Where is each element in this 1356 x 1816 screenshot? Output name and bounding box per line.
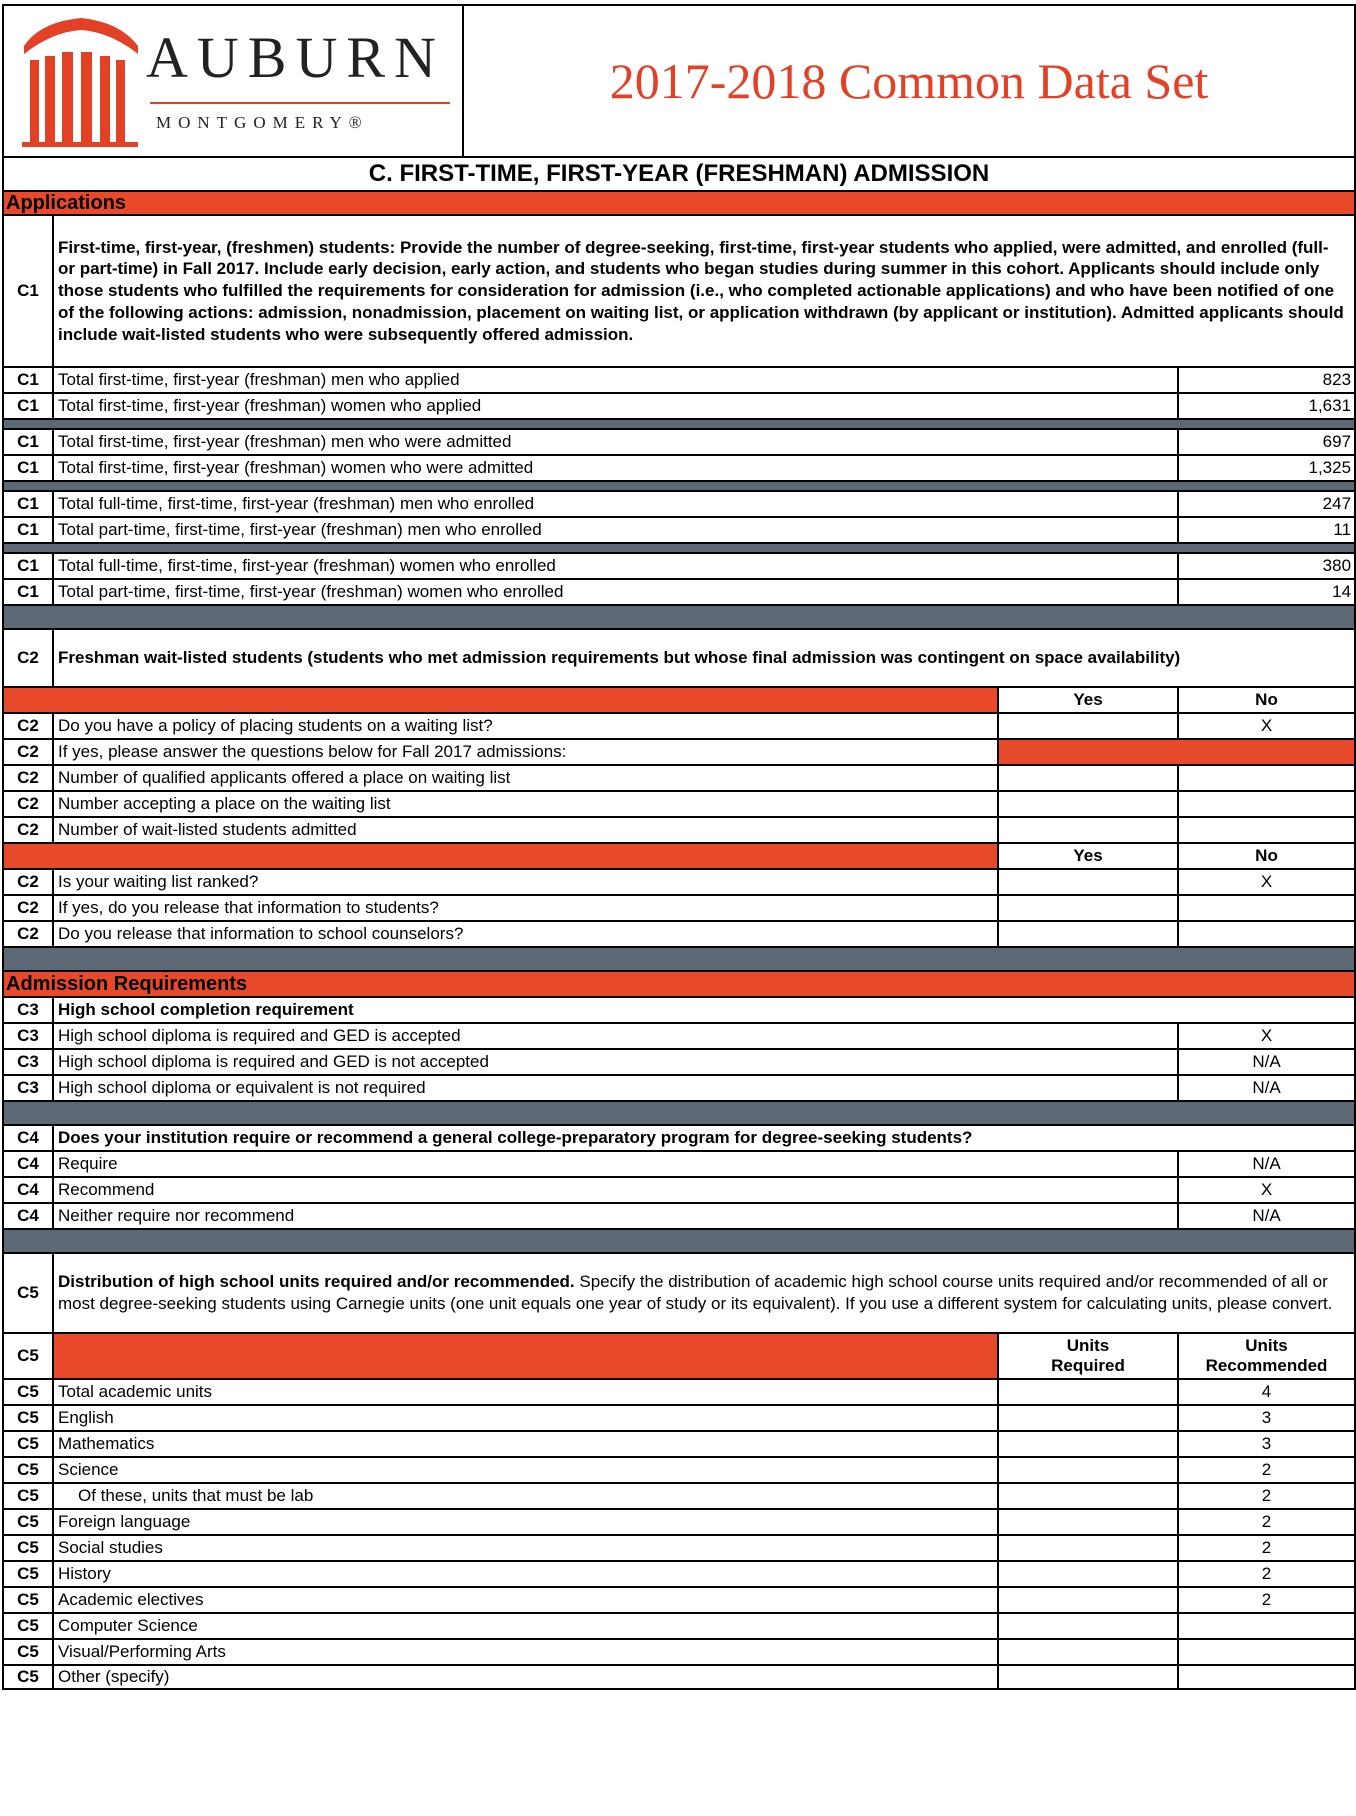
table-row <box>3 1431 1355 1457</box>
table-row <box>3 1023 1355 1049</box>
row-label: Mathematics <box>53 1431 998 1457</box>
table-row <box>3 579 1355 605</box>
c2-code: C2 <box>3 629 53 687</box>
row-label: Total full-time, first-time, first-year (freshman) men who enrolled <box>53 491 1178 517</box>
row-value: N/A <box>1178 1049 1355 1075</box>
row-label: Total full-time, first-time, first-year (freshman) women who enrolled <box>53 553 1178 579</box>
row-code: C1 <box>3 429 53 455</box>
row-value: N/A <box>1178 1151 1355 1177</box>
table-row <box>3 1151 1355 1177</box>
row-value: 14 <box>1178 579 1355 605</box>
row-yes <box>998 895 1178 921</box>
row-code: C5 <box>3 1587 53 1613</box>
row-code: C1 <box>3 393 53 419</box>
units-header-band <box>53 1333 998 1379</box>
row-yes <box>998 869 1178 895</box>
col-units-recommended-header <box>1178 1333 1355 1379</box>
row-label: Total first-time, first-year (freshman) women who applied <box>53 393 1178 419</box>
row-label: High school diploma is required and GED is accepted <box>53 1023 1178 1049</box>
table-row <box>3 1075 1355 1101</box>
c4-title: Does your institution require or recommend a general college-preparatory program for degree-seeking students? <box>53 1125 1355 1151</box>
row-label: Social studies <box>53 1535 998 1561</box>
row-label: Computer Science <box>53 1613 998 1639</box>
row-no <box>1178 895 1355 921</box>
row-label: Academic electives <box>53 1587 998 1613</box>
row-code: C4 <box>3 1151 53 1177</box>
table-row <box>3 517 1355 543</box>
row-value: 1,631 <box>1178 393 1355 419</box>
row-code: C2 <box>3 817 53 843</box>
row-label: Do you release that information to school counselors? <box>53 921 998 947</box>
row-label: Visual/Performing Arts <box>53 1639 998 1665</box>
c2-intro: Freshman wait-listed students (students who met admission requirements but whose final admission was contingent on space availability) <box>53 629 1355 687</box>
row-code: C3 <box>3 1023 53 1049</box>
units-recommended-line1: Units <box>1245 1335 1288 1355</box>
units-required-line2: Required <box>1051 1356 1125 1375</box>
row-label: Number of wait-listed students admitted <box>53 817 998 843</box>
table-row <box>3 393 1355 419</box>
row-label: High school diploma or equivalent is not required <box>53 1075 1178 1101</box>
table-row <box>3 765 1355 791</box>
col-no-header: No <box>1178 687 1355 713</box>
units-required-line1: Units <box>1066 1335 1110 1355</box>
row-no <box>1178 817 1355 843</box>
row-recommended: 3 <box>1178 1431 1355 1457</box>
admission-requirements-heading: Admission Requirements <box>3 971 1355 997</box>
row-label: Total part-time, first-time, first-year (freshman) women who enrolled <box>53 579 1178 605</box>
table-row <box>3 1177 1355 1203</box>
table-row <box>3 1049 1355 1075</box>
row-label: History <box>53 1561 998 1587</box>
table-row <box>3 895 1355 921</box>
row-code: C2 <box>3 765 53 791</box>
applications-heading: Applications <box>3 191 1355 215</box>
row-label: High school diploma is required and GED is not accepted <box>53 1049 1178 1075</box>
row-code: C5 <box>3 1665 53 1689</box>
row-recommended: 2 <box>1178 1561 1355 1587</box>
row-code: C5 <box>3 1613 53 1639</box>
auburn-montgomery-logo <box>4 6 462 156</box>
row-code: C1 <box>3 455 53 481</box>
c1-intro: First-time, first-year, (freshmen) students: Provide the number of degree-seeking, first-time, first-year students who applied, were admitted, and enrolled (full- or part-time) in Fall 2017. Include early decision, early action, and students who began studies during summer in this cohort. Applicants should include only those students who fulfilled the requirements for consideration for admission (i.e., who completed actionable applications) and who have been notified of one of the following actions: admission, nonadmission, placement on waiting list, or application withdrawn (by applicant or institution). Admitted applicants should include wait-listed students who were subsequently offered admission. <box>53 215 1355 367</box>
row-required <box>998 1587 1178 1613</box>
row-yes <box>998 817 1178 843</box>
c5-intro-bold: Distribution of high school units required and/or recommended. <box>58 1271 575 1291</box>
row-code: C5 <box>3 1509 53 1535</box>
row-code: C5 <box>3 1379 53 1405</box>
row-recommended: 2 <box>1178 1509 1355 1535</box>
row-label: If yes, please answer the questions below for Fall 2017 admissions: <box>53 739 998 765</box>
row-no: X <box>1178 869 1355 895</box>
table-row <box>3 713 1355 739</box>
table-row <box>3 491 1355 517</box>
row-value: X <box>1178 1023 1355 1049</box>
divider <box>3 1101 1355 1125</box>
row-recommended <box>1178 1665 1355 1689</box>
row-code: C5 <box>3 1483 53 1509</box>
c1-code: C1 <box>3 215 53 367</box>
row-label: Neither require nor recommend <box>53 1203 1178 1229</box>
table-row <box>3 1665 1355 1689</box>
row-required <box>998 1613 1178 1639</box>
table-row <box>3 429 1355 455</box>
row-value: 697 <box>1178 429 1355 455</box>
table-row <box>3 921 1355 947</box>
row-label: Do you have a policy of placing students on a waiting list? <box>53 713 998 739</box>
row-value: N/A <box>1178 1075 1355 1101</box>
row-code: C3 <box>3 1049 53 1075</box>
row-recommended: 3 <box>1178 1405 1355 1431</box>
logo-cell <box>3 5 463 157</box>
col-yes-header: Yes <box>998 843 1178 869</box>
c3-code: C3 <box>3 997 53 1023</box>
table-row <box>3 455 1355 481</box>
row-recommended <box>1178 1639 1355 1665</box>
row-value: N/A <box>1178 1203 1355 1229</box>
row-code: C2 <box>3 791 53 817</box>
table-row <box>3 553 1355 579</box>
row-code: C2 <box>3 869 53 895</box>
yes-no-header-band <box>3 843 998 869</box>
row-required <box>998 1379 1178 1405</box>
row-value: 380 <box>1178 553 1355 579</box>
columns-logo-icon <box>20 16 142 148</box>
table-row <box>3 1457 1355 1483</box>
row-required <box>998 1431 1178 1457</box>
row-label: Total first-time, first-year (freshman) men who were admitted <box>53 429 1178 455</box>
col-yes-header: Yes <box>998 687 1178 713</box>
row-code: C5 <box>3 1431 53 1457</box>
divider <box>3 1229 1355 1253</box>
divider <box>3 481 1355 491</box>
col-units-required-header <box>998 1333 1178 1379</box>
row-required <box>998 1405 1178 1431</box>
table-row <box>3 739 1355 765</box>
divider <box>3 543 1355 553</box>
row-label: Foreign language <box>53 1509 998 1535</box>
row-code: C2 <box>3 713 53 739</box>
row-code: C4 <box>3 1177 53 1203</box>
row-label: Recommend <box>53 1177 1178 1203</box>
row-label: Total academic units <box>53 1379 998 1405</box>
logo-rule <box>150 102 450 104</box>
col-no-header: No <box>1178 843 1355 869</box>
row-yes <box>998 921 1178 947</box>
row-code: C5 <box>3 1561 53 1587</box>
row-code: C5 <box>3 1639 53 1665</box>
table-row <box>3 869 1355 895</box>
row-yes <box>998 791 1178 817</box>
table-row <box>3 1535 1355 1561</box>
table-row <box>3 1561 1355 1587</box>
row-yes <box>998 765 1178 791</box>
row-required <box>998 1639 1178 1665</box>
c4-code: C4 <box>3 1125 53 1151</box>
row-code: C5 <box>3 1457 53 1483</box>
logo-subtitle: MONTGOMERY® <box>156 113 369 132</box>
table-row <box>3 1509 1355 1535</box>
logo-wordmark: AUBURN <box>146 25 445 90</box>
row-no: X <box>1178 713 1355 739</box>
orange-band <box>998 739 1355 765</box>
divider <box>3 419 1355 429</box>
row-label: Total first-time, first-year (freshman) men who applied <box>53 367 1178 393</box>
row-value: 247 <box>1178 491 1355 517</box>
row-code: C4 <box>3 1203 53 1229</box>
table-row <box>3 791 1355 817</box>
row-label: Total first-time, first-year (freshman) women who were admitted <box>53 455 1178 481</box>
row-code: C1 <box>3 517 53 543</box>
row-no <box>1178 921 1355 947</box>
row-code: C3 <box>3 1075 53 1101</box>
row-recommended: 4 <box>1178 1379 1355 1405</box>
units-recommended-line2: Recommended <box>1205 1356 1328 1375</box>
c5-code: C5 <box>3 1253 53 1333</box>
row-recommended <box>1178 1613 1355 1639</box>
row-required <box>998 1483 1178 1509</box>
row-value: 823 <box>1178 367 1355 393</box>
table-row <box>3 817 1355 843</box>
row-label: Number accepting a place on the waiting list <box>53 791 998 817</box>
row-label: English <box>53 1405 998 1431</box>
table-row <box>3 1483 1355 1509</box>
table-row <box>3 367 1355 393</box>
table-row <box>3 1405 1355 1431</box>
row-code: C1 <box>3 367 53 393</box>
page-title: 2017-2018 Common Data Set <box>463 5 1355 157</box>
row-recommended: 2 <box>1178 1483 1355 1509</box>
row-required <box>998 1665 1178 1689</box>
divider <box>3 947 1355 971</box>
table-row <box>3 1203 1355 1229</box>
row-code: C1 <box>3 579 53 605</box>
row-label: Science <box>53 1457 998 1483</box>
table-row <box>3 1379 1355 1405</box>
row-code: C5 <box>3 1535 53 1561</box>
row-code: C2 <box>3 895 53 921</box>
yes-no-header-band <box>3 687 998 713</box>
row-required <box>998 1457 1178 1483</box>
row-required <box>998 1535 1178 1561</box>
row-required <box>998 1509 1178 1535</box>
row-value: 11 <box>1178 517 1355 543</box>
cds-table <box>2 4 1356 1690</box>
row-code: C5 <box>3 1405 53 1431</box>
row-recommended: 2 <box>1178 1535 1355 1561</box>
row-no <box>1178 765 1355 791</box>
row-code: C1 <box>3 553 53 579</box>
table-row <box>3 1587 1355 1613</box>
row-label: Other (specify) <box>53 1665 998 1689</box>
row-required <box>998 1561 1178 1587</box>
c3-title: High school completion requirement <box>53 997 1355 1023</box>
row-code: C2 <box>3 921 53 947</box>
row-value: X <box>1178 1177 1355 1203</box>
row-label: Require <box>53 1151 1178 1177</box>
table-row <box>3 1639 1355 1665</box>
row-label: Number of qualified applicants offered a place on waiting list <box>53 765 998 791</box>
row-code: C2 <box>3 739 53 765</box>
row-recommended: 2 <box>1178 1587 1355 1613</box>
row-recommended: 2 <box>1178 1457 1355 1483</box>
row-label: If yes, do you release that information to students? <box>53 895 998 921</box>
row-label: Of these, units that must be lab <box>53 1483 998 1509</box>
row-yes <box>998 713 1178 739</box>
section-title: C. FIRST-TIME, FIRST-YEAR (FRESHMAN) ADMISSION <box>3 157 1355 191</box>
row-code: C1 <box>3 491 53 517</box>
divider <box>3 605 1355 629</box>
row-no <box>1178 791 1355 817</box>
c5-intro <box>53 1253 1355 1333</box>
row-value: 1,325 <box>1178 455 1355 481</box>
c5-intro-rest: Specify the distribution of academic high school course units required and/or recommended of all or most degree-seeking students using Carnegie units (one unit equals one year of study or its equivalent). If you use a different system for calculating units, please convert. <box>58 1271 1333 1313</box>
row-label: Total part-time, first-time, first-year (freshman) men who enrolled <box>53 517 1178 543</box>
table-row <box>3 1613 1355 1639</box>
row-label: Is your waiting list ranked? <box>53 869 998 895</box>
c5-code: C5 <box>3 1333 53 1379</box>
